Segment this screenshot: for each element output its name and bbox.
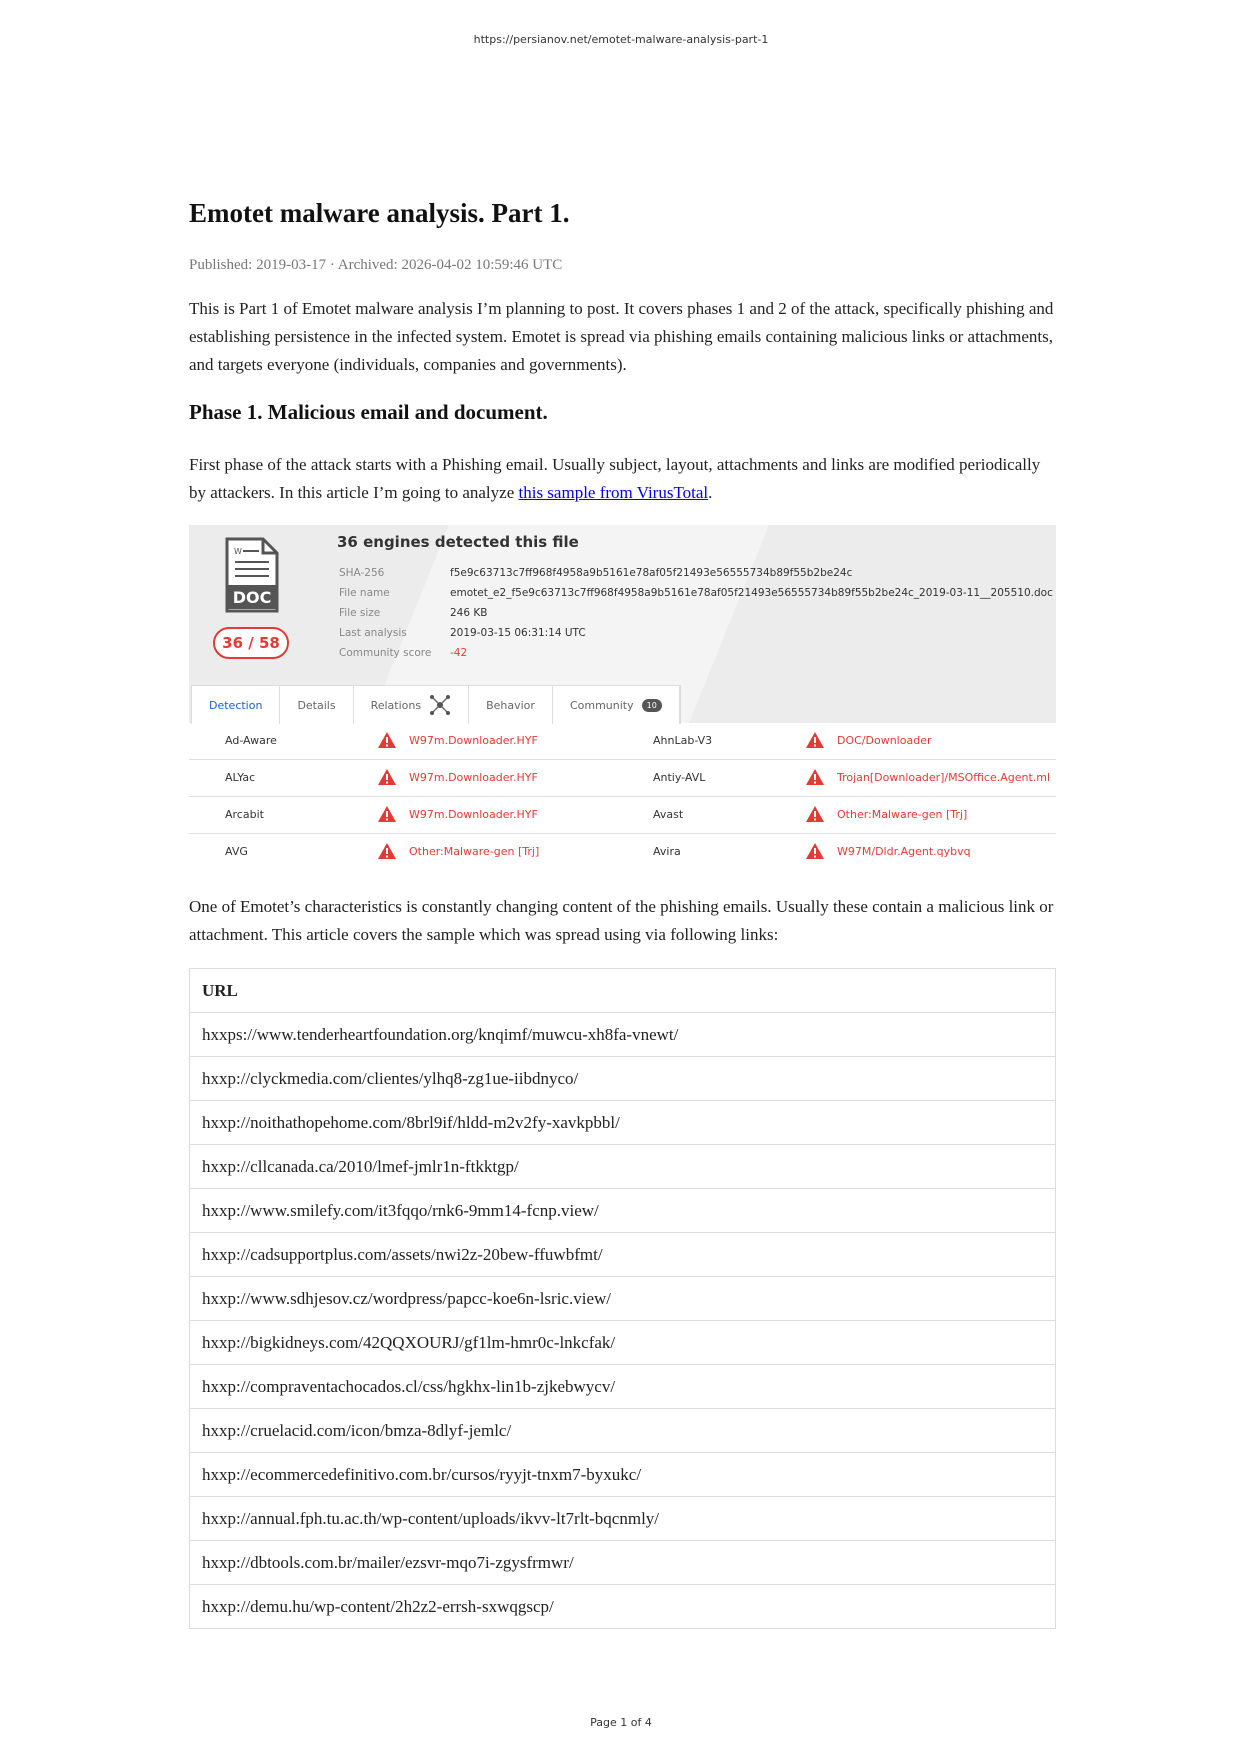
field-value-last-analysis: 2019-03-15 06:31:14 UTC (450, 627, 586, 639)
url-cell: hxxp://compraventachocados.cl/css/hgkhx-lin1b-zjkebwycv/ (190, 1365, 1056, 1409)
engine-name: Ad-Aware (225, 734, 277, 747)
tab-details[interactable]: Details (280, 686, 353, 724)
tab-relations-label: Relations (370, 698, 422, 712)
url-table-body (190, 1013, 1056, 1629)
community-count-badge: 10 (642, 699, 662, 712)
detection-result: Other:Malware-gen [Trj] (409, 845, 540, 858)
detection-ratio-badge: 36 / 58 (213, 627, 289, 659)
virustotal-screenshot (189, 525, 1056, 869)
field-label-filesize: File size (339, 607, 381, 619)
field-label-filename: File name (339, 587, 390, 599)
url-table-header-row (190, 969, 1056, 1013)
field-label-sha256: SHA-256 (339, 567, 385, 579)
table-row (190, 1585, 1056, 1629)
detection-headline: 36 engines detected this file (337, 533, 579, 551)
engine-name: Antiy-AVL (653, 771, 706, 784)
article-title: Emotet malware analysis. Part 1. (189, 198, 570, 228)
tab-behavior[interactable]: Behavior (469, 686, 553, 724)
field-label-last-analysis: Last analysis (339, 627, 407, 639)
malicious-url-table (189, 968, 1056, 1629)
tab-detection[interactable]: Detection (192, 686, 280, 724)
url-cell: hxxp://annual.fph.tu.ac.th/wp-content/uploads/ikvv-lt7rlt-bqcnmly/ (190, 1497, 1056, 1541)
phase1-heading: Phase 1. Malicious email and document. (189, 400, 548, 424)
table-row (190, 1145, 1056, 1189)
detection-table (189, 723, 1056, 869)
url-cell: hxxp://cruelacid.com/icon/bmza-8dlyf-jemlc/ (190, 1409, 1056, 1453)
svg-text:W: W (234, 547, 242, 556)
detection-row (189, 797, 1056, 834)
detection-row (189, 760, 1056, 797)
page-url-header: https://persianov.net/emotet-malware-analysis-part-1 (473, 33, 769, 46)
engine-name: Avast (653, 808, 684, 821)
detection-result: Other:Malware-gen [Trj] (837, 808, 968, 821)
page-number: Page 1 of 4 (590, 1716, 652, 1729)
warning-icon (805, 768, 825, 786)
warning-icon (377, 842, 397, 860)
table-row (190, 1541, 1056, 1585)
url-cell: hxxp://bigkidneys.com/42QQXOURJ/gf1lm-hmr0c-lnkcfak/ (190, 1321, 1056, 1365)
url-cell: hxxp://dbtools.com.br/mailer/ezsvr-mqo7i-zgysfrmwr/ (190, 1541, 1056, 1585)
table-row (190, 1101, 1056, 1145)
phase1-text: First phase of the attack starts with a Phishing email. Usually subject, layout, attachments and links are modified periodically by attackers. In this article I’m going to analyze (189, 455, 1041, 502)
table-row (190, 1497, 1056, 1541)
url-cell: hxxp://cadsupportplus.com/assets/nwi2z-20bew-ffuwbfmt/ (190, 1233, 1056, 1277)
detection-result: W97M/Dldr.Agent.qybvq (837, 845, 971, 858)
url-cell: hxxp://clyckmedia.com/clientes/ylhq8-zg1ue-iibdnyco/ (190, 1057, 1056, 1101)
warning-icon (377, 805, 397, 823)
url-cell: hxxp://noithathopehome.com/8brl9if/hldd-m2v2fy-xavkpbbl/ (190, 1101, 1056, 1145)
warning-icon (377, 768, 397, 786)
virustotal-sample-link[interactable]: this sample from VirusTotal (518, 483, 709, 502)
field-label-community-score: Community score (339, 647, 432, 659)
publish-meta: Published: 2019-03-17 · Archived: 2026-04-02 10:59:46 UTC (189, 257, 563, 273)
warning-icon (377, 731, 397, 749)
engine-name: AhnLab-V3 (653, 734, 713, 747)
field-value-community-score: -42 (450, 647, 468, 659)
table-row (190, 1057, 1056, 1101)
table-row (190, 1233, 1056, 1277)
table-row (190, 1277, 1056, 1321)
detection-row (189, 723, 1056, 760)
phase1-text-end: . (708, 483, 713, 502)
field-value-sha256: f5e9c63713c7ff968f4958a9b5161e78af05f21493e56555734b89f55b2be24c (450, 567, 853, 579)
tab-community-label: Community (569, 698, 634, 712)
relations-graph-icon (429, 694, 451, 716)
table-row (190, 1453, 1056, 1497)
detection-row (189, 834, 1056, 869)
svg-text:DOC: DOC (232, 588, 272, 607)
warning-icon (805, 805, 825, 823)
doc-file-icon (223, 537, 279, 613)
url-cell: hxxp://ecommercedefinitivo.com.br/cursos/ryyjt-tnxm7-byxukc/ (190, 1453, 1056, 1497)
url-cell: hxxp://demu.hu/wp-content/2h2z2-errsh-sxwqgscp/ (190, 1585, 1056, 1629)
table-row (190, 1013, 1056, 1057)
url-column-header: URL (190, 969, 1056, 1013)
detection-result: Trojan[Downloader]/MSOffice.Agent.ml (837, 771, 1051, 784)
tab-community[interactable] (553, 686, 680, 724)
engine-name: AVG (225, 845, 248, 858)
url-cell: hxxp://cllcanada.ca/2010/lmef-jmlr1n-ftkktgp/ (190, 1145, 1056, 1189)
phase1-paragraph (189, 451, 1056, 507)
field-value-filename: emotet_e2_f5e9c63713c7ff968f4958a9b5161e78af05f21493e56555734b89f55b2be24c_2019-03-11__205510.doc (450, 587, 1053, 599)
engine-name: ALYac (225, 771, 256, 784)
detection-result: DOC/Downloader (837, 734, 932, 747)
field-value-filesize: 246 KB (450, 607, 488, 619)
engine-name: Avira (653, 845, 681, 858)
tab-relations[interactable] (354, 686, 470, 724)
detection-result: W97m.Downloader.HYF (409, 734, 538, 747)
url-cell: hxxps://www.tenderheartfoundation.org/knqimf/muwcu-xh8fa-vnewt/ (190, 1013, 1056, 1057)
intro-paragraph: This is Part 1 of Emotet malware analysis I’m planning to post. It covers phases 1 and 2 of the attack, specifically phishing and establishing persistence in the infected system. Emotet is spread via phishing emails containing malicious links or attachments, and targets everyone (individuals, companies and governments). (189, 299, 1054, 374)
url-cell: hxxp://www.smilefy.com/it3fqqo/rnk6-9mm14-fcnp.view/ (190, 1189, 1056, 1233)
engine-name: Arcabit (225, 808, 264, 821)
links-intro-paragraph: One of Emotet’s characteristics is constantly changing content of the phishing emails. Usually these contain a malicious link or attachment. This article covers the sample which was spread using via following links: (189, 897, 1054, 944)
table-row (190, 1321, 1056, 1365)
url-cell: hxxp://www.sdhjesov.cz/wordpress/papcc-koe6n-lsric.view/ (190, 1277, 1056, 1321)
detection-result: W97m.Downloader.HYF (409, 808, 538, 821)
vt-tab-bar (191, 685, 681, 724)
table-row (190, 1189, 1056, 1233)
warning-icon (805, 731, 825, 749)
detection-result: W97m.Downloader.HYF (409, 771, 538, 784)
table-row (190, 1409, 1056, 1453)
table-row (190, 1365, 1056, 1409)
warning-icon (805, 842, 825, 860)
